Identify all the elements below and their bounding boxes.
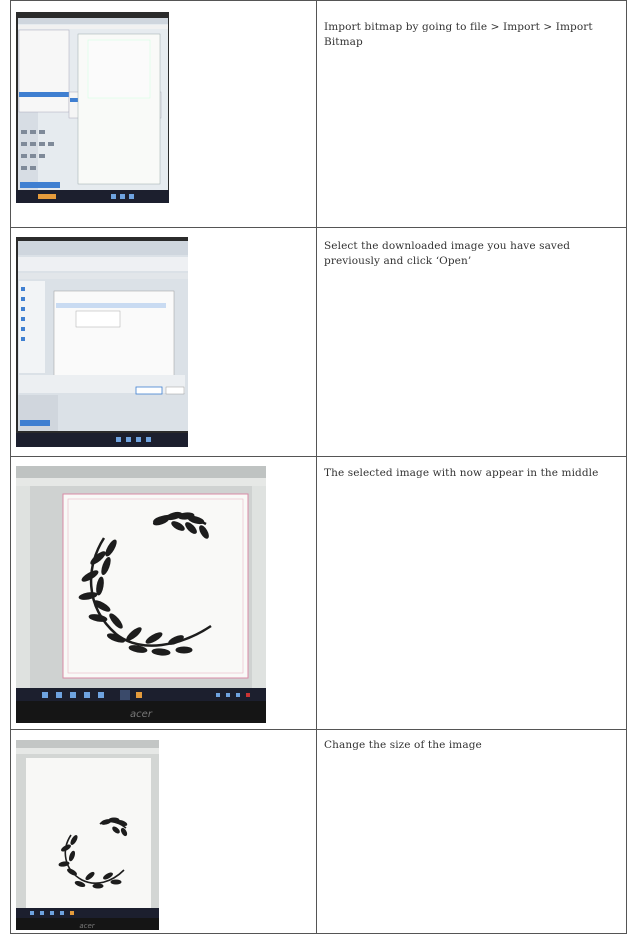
- step-instruction: Import bitmap by going to file > Import > Import Bitmap: [324, 21, 593, 48]
- step-photo-wreath-canvas: [16, 466, 266, 723]
- row-divider: [10, 227, 626, 228]
- step-photo-import-bitmap: [16, 12, 169, 203]
- step-instruction: Select the downloaded image you have saved previously and click ‘Open’: [324, 240, 571, 267]
- table-border-right: [626, 0, 627, 934]
- row-divider: [10, 456, 626, 457]
- laptop-brand-logo: acer: [130, 709, 152, 720]
- step-instruction: Change the size of the image: [324, 739, 482, 751]
- laptop-brand-logo: acer: [79, 922, 95, 930]
- table-border-left: [10, 0, 11, 934]
- step-instruction: The selected image with now appear in the middle: [324, 467, 599, 479]
- step-photo-open-dialog: [16, 237, 188, 447]
- row-divider: [10, 729, 626, 730]
- column-divider: [316, 0, 317, 934]
- step-photo-resized-wreath: [16, 740, 159, 930]
- table-border-top: [10, 0, 626, 1]
